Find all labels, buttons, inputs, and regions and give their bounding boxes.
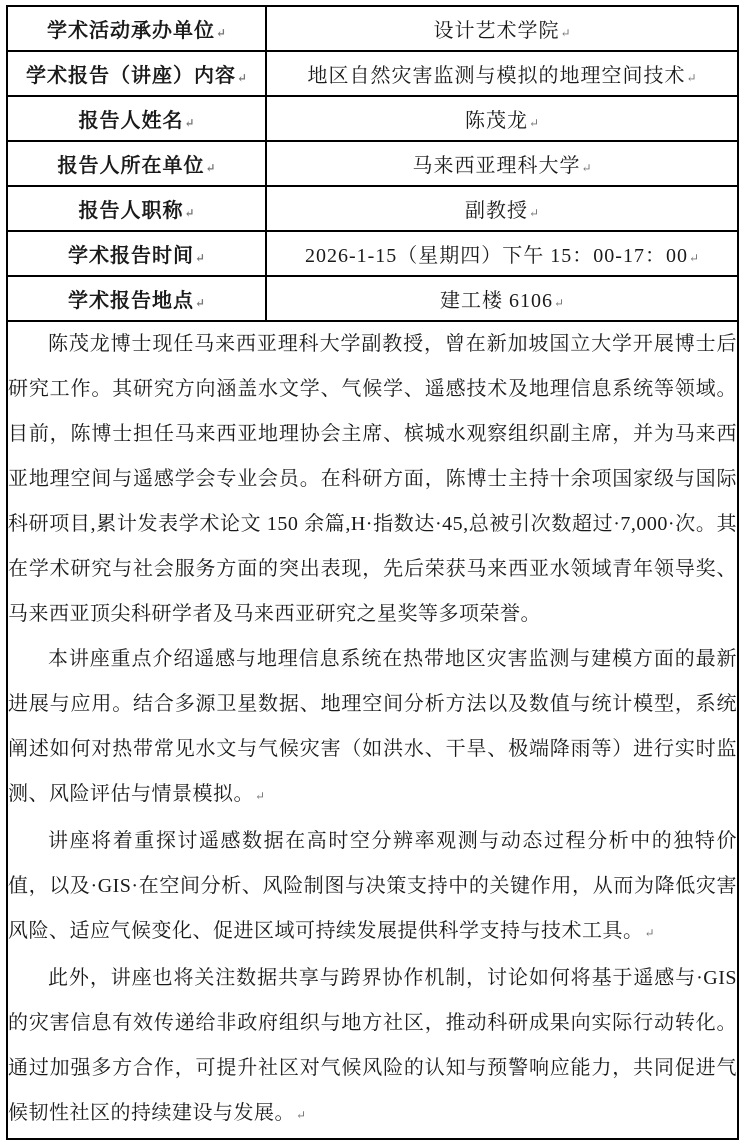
paragraph-mark: ↵: [688, 251, 700, 265]
description-row: [7, 321, 738, 1139]
speaker-name-value-cell: [266, 96, 738, 141]
speaker-title-value-cell: [266, 186, 738, 231]
description-cell: [7, 321, 738, 1139]
organizer-label-cell: [7, 6, 266, 51]
paragraph-mark: ↵: [194, 251, 206, 265]
info-row-speaker-affiliation: [7, 141, 738, 186]
time-label: 学术报告时间: [67, 245, 194, 267]
bio-paragraph-text: 陈茂龙博士现任马来西亚理科大学副教授，曾在新加坡国立大学开展博士后研究工作。其研究方向涵盖水文学、气候学、遥感技术及地理信息系统等领域。目前，陈博士担任马来西亚地理协会主席、槟城水观察组织副主席，并为马来西亚地理空间与遥感学会专业会员。在科研方面，陈博士主持十余项国家级与国际科研项目,累计发表学术论文 150 余篇,H·指数达·45,总被引次数超过·7,000·次。其在学术研究与社会服务方面的突出表现，先后荣获马来西亚水领域青年领导奖、马来西亚顶尖科研学者及马来西亚研究之星奖等多项荣誉。: [8, 333, 737, 625]
topic-value: 地区自然灾害监测与模拟的地理空间技术: [307, 65, 686, 87]
paragraph-mark: ↵: [553, 296, 565, 310]
organizer-label: 学术活动承办单位: [46, 20, 215, 42]
time-label-cell: [7, 231, 266, 276]
paragraph-mark: ↵: [644, 926, 655, 940]
speaker-name-value: 陈茂龙: [464, 110, 528, 132]
speaker-name-label: 报告人姓名: [78, 110, 184, 132]
lecture-overview-paragraph: [8, 637, 737, 819]
speaker-title-label: 报告人职称: [78, 200, 184, 222]
speaker-affiliation-value-cell: [266, 141, 738, 186]
speaker-affiliation-label-cell: [7, 141, 266, 186]
info-row-organizer: [7, 6, 738, 51]
speaker-title-label-cell: [7, 186, 266, 231]
info-row-time: [7, 231, 738, 276]
collaboration-paragraph: [8, 956, 737, 1138]
collaboration-text: 此外，讲座也将关注数据共享与跨界协作机制，讨论如何将基于遥感与·GIS的灾害信息有效传递给非政府组织与地方社区，推动科研成果向实际行动转化。通过加强多方合作，可提升社区对气候风险的认知与预警响应能力，共同促进气候韧性社区的持续建设与发展。: [8, 967, 737, 1124]
paragraph-mark: ↵: [184, 206, 195, 220]
paragraph-mark: ↵: [194, 296, 206, 310]
info-row-location: [7, 276, 738, 321]
speaker-affiliation-value: 马来西亚理科大学: [412, 155, 581, 177]
paragraph-mark: ↵: [528, 206, 540, 220]
topic-label-cell: [7, 51, 266, 96]
paragraph-mark: ↵: [215, 26, 227, 40]
location-label: 学术报告地点: [67, 290, 194, 312]
lecture-overview-text: 本讲座重点介绍遥感与地理信息系统在热带地区灾害监测与建模方面的最新进展与应用。结合多源卫星数据、地理空间分析方法以及数值与统计模型，系统阐述如何对热带常见水文与气候灾害（如洪水、干旱、极端降雨等）进行实时监测、风险评估与情景模拟。: [8, 648, 737, 805]
location-value: 建工楼 6106: [439, 290, 553, 312]
lecture-focus-text: 讲座将着重探讨遥感数据在高时空分辨率观测与动态过程分析中的独特价值，以及·GIS·在空间分析、风险制图与决策支持中的关键作用，从而为降低灾害风险、适应气候变化、促进区域可持续发展提供科学支持与技术工具。: [8, 830, 737, 942]
location-label-cell: [7, 276, 266, 321]
paragraph-mark: ↵: [296, 1108, 307, 1122]
organizer-value-cell: [266, 6, 738, 51]
paragraph-mark: ↵: [528, 116, 540, 130]
speaker-affiliation-label: 报告人所在单位: [57, 155, 205, 177]
time-value: 2026-1-15（星期四）下午 15：00-17：00: [304, 245, 688, 267]
time-value-cell: [266, 231, 738, 276]
paragraph-mark: ↵: [205, 161, 216, 175]
paragraph-mark: ↵: [560, 26, 571, 40]
paragraph-mark: ↵: [255, 789, 266, 803]
paragraph-mark: ↵: [184, 116, 195, 130]
paragraph-mark: ↵: [686, 71, 697, 85]
organizer-value: 设计艺术学院: [433, 20, 560, 42]
bio-paragraph: [8, 322, 737, 637]
topic-label: 学术报告（讲座）内容: [25, 65, 236, 87]
topic-value-cell: [266, 51, 738, 96]
location-value-cell: [266, 276, 738, 321]
paragraph-mark: ↵: [236, 71, 248, 85]
lecture-focus-paragraph: [8, 819, 737, 956]
speaker-name-label-cell: [7, 96, 266, 141]
paragraph-mark: ↵: [581, 161, 592, 175]
info-row-speaker-name: [7, 96, 738, 141]
speaker-title-value: 副教授: [464, 200, 528, 222]
info-row-topic: [7, 51, 738, 96]
info-row-speaker-title: [7, 186, 738, 231]
info-table: [6, 5, 739, 1140]
